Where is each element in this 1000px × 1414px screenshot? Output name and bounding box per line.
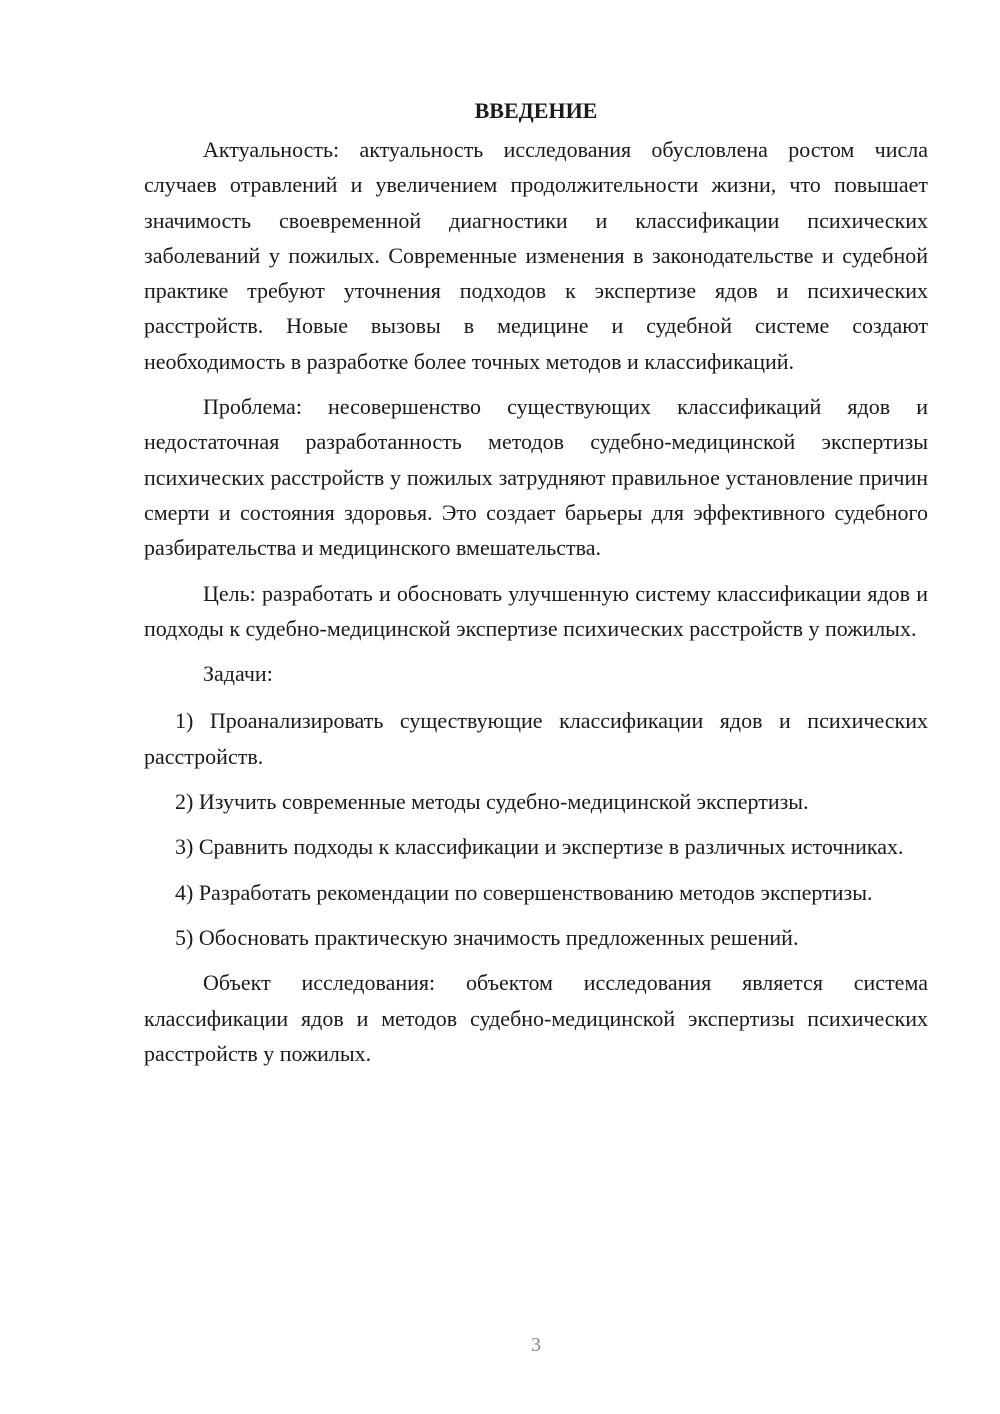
task-item-2: 2) Изучить современные методы судебно-медицинской экспертизы. — [175, 789, 809, 815]
page-number: 3 — [531, 1334, 541, 1356]
document-page — [144, 96, 928, 1081]
paragraph-object: Объект исследования: объектом исследования является система классификации ядов и методов судебно-медицинской экспертизы психических расстройств у пожилых. — [144, 970, 928, 1066]
paragraph-problem: Проблема: несовершенство существующих классификаций ядов и недостаточная разработанность методов судебно-медицинской экспертизы психических расстройств у пожилых затрудняют правильное установление причин смерти и состояния здоровья. Это создает барьеры для эффективного судебного разбирательства и медицинского вмешательства. — [144, 394, 928, 561]
task-item-5: 5) Обосновать практическую значимость предложенных решений. — [175, 924, 799, 950]
paragraph-relevance: Актуальность: актуальность исследования обусловлена ростом числа случаев отравлений и увеличением продолжительности жизни, что повышает значимость своевременной диагностики и классификации психических заболеваний у пожилых. Современные изменения в законодательстве и судебной практике требуют уточнения подходов к экспертизе ядов и психических расстройств. Новые вызовы в медицине и судебной системе создают необходимость в разработке более точных методов и классификаций. — [144, 137, 928, 374]
task-item-4: 4) Разработать рекомендации по совершенствованию методов экспертизы. — [175, 879, 873, 905]
tasks-label: Задачи: — [203, 661, 273, 687]
paragraph-goal: Цель: разработать и обосновать улучшенную систему классификации ядов и подходы к судебно-медицинской экспертизе психических расстройств у пожилых. — [144, 580, 928, 641]
task-item-1: 1) Проанализировать существующие классификации ядов и психических расстройств. — [144, 708, 928, 769]
page-title: ВВЕДЕНИЕ — [474, 98, 598, 123]
task-item-3: 3) Сравнить подходы к классификации и экспертизе в различных источниках. — [175, 834, 904, 860]
